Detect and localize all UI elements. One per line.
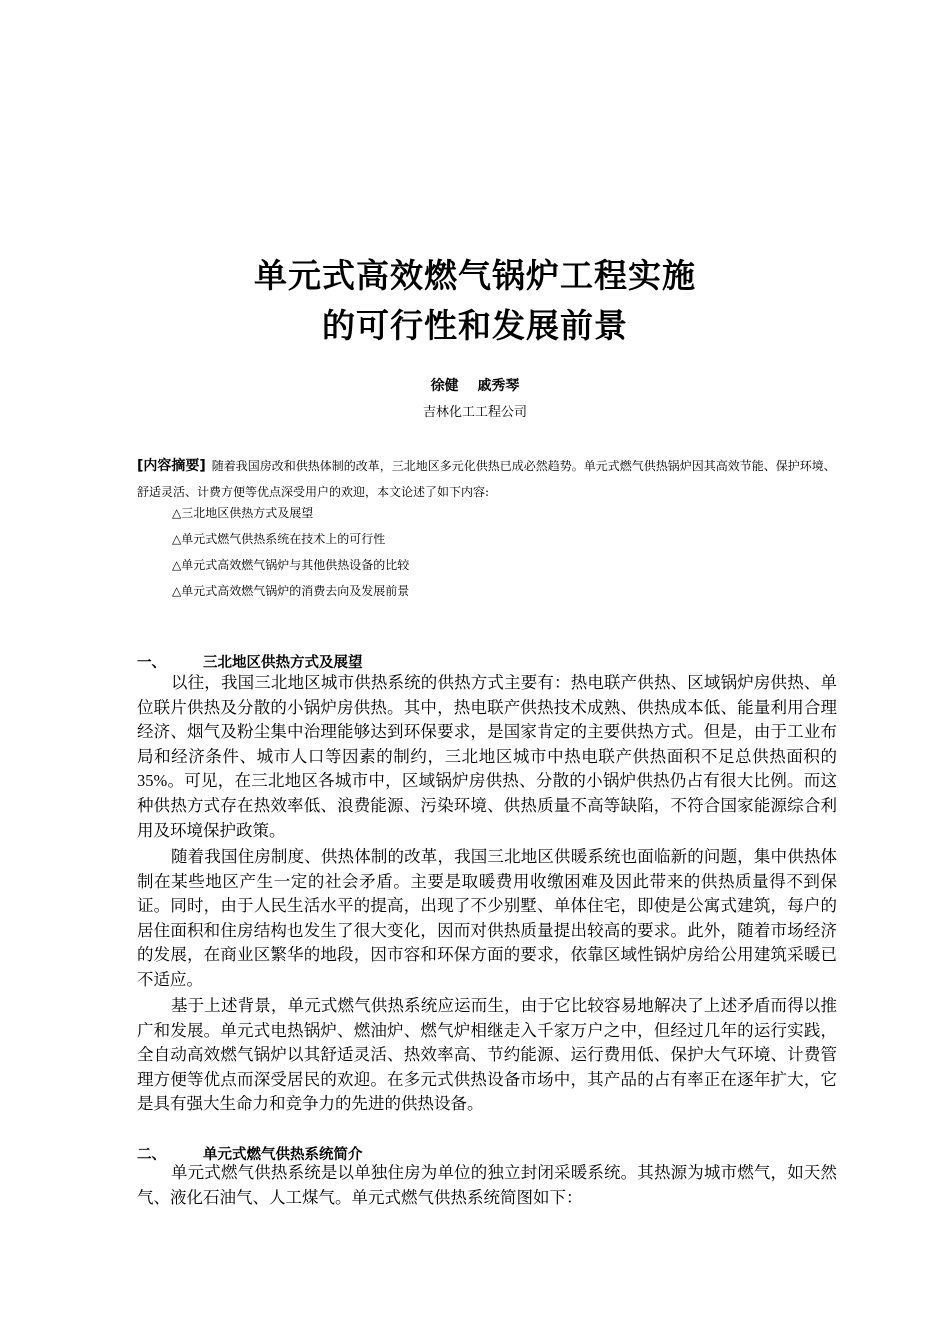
abstract-bullet: △单元式高效燃气锅炉的消费去向及发展前景 (172, 584, 410, 598)
section-1-heading (137, 651, 363, 672)
title-line-1: 单元式高效燃气锅炉工程实施 (254, 256, 696, 295)
abstract-bullet-list (172, 500, 409, 604)
abstract-label: [内容摘要] (137, 458, 206, 474)
section-1-paragraph-1: 以往，我国三北地区城市供热系统的供热方式主要有：热电联产供热、区域锅炉房供热、单位联片供热及分散的小锅炉房供热。其中，热电联产供热技术成熟、供热成本低、能量利用合理经济、烟气及粉尘集中治理能够达到环保要求，是国家肯定的主要供热方式。但是，由于工业布局和经济条件、城市人口等因素的制约，三北地区城市中热电联产供热面积不足总供热面积的35%。可见，在三北地区各城市中，区域锅炉房供热、分散的小锅炉供热仍占有很大比例。而这种供热方式存在热效率低、浪费能源、污染环境、供热质量不高等缺陷，不符合国家能源综合利用及环境保护政策。 (137, 673, 837, 840)
section-2-paragraph-1: 单元式燃气供热系统是以单独住房为单位的独立封闭采暖系统。其热源为城市燃气，如天然气、液化石油气、人工煤气。单元式燃气供热系统简图如下： (137, 1163, 837, 1207)
section-1-paragraph-3: 基于上述背景，单元式燃气供热系统应运而生，由于它比较容易地解决了上述矛盾而得以推广和发展。单元式电热锅炉、燃油炉、燃气炉相继走入千家万户之中，但经过几年的运行实践，全自动高效燃气锅炉以其舒适灵活、热效率高、节约能源、运行费用低、保护大气环境、计费管理方便等优点而深受居民的欢迎。在多元式供热设备市场中，其产品的占有率正在逐年扩大，它是具有强大生命力和竞争力的先进的供热设备。 (137, 996, 837, 1114)
section-1-paragraph-2: 随着我国住房制度、供热体制的改革，我国三北地区供暖系统也面临新的问题，集中供热体制在某些地区产生一定的社会矛盾。主要是取暖费用收缴困难及因此带来的供热质量得不到保证。同时，由于人民生活水平的提高，出现了不少别墅、单体住宅，即使是公寓式建筑，每户的居住面积和住房结构也发生了很大变化，因而对供热质量提出较高的要求。此外，随着市场经济的发展，在商业区繁华的地段，因市容和环保方面的要求，依靠区域性锅炉房给公用建筑采暖已不适应。 (137, 847, 837, 989)
abstract-bullet: △单元式燃气供热系统在技术上的可行性 (172, 532, 386, 546)
section-title: 单元式燃气供热系统简介 (203, 1147, 363, 1163)
section-number: 二、 (137, 1147, 166, 1163)
section-number: 一、 (137, 655, 166, 671)
abstract-text: 随着我国房改和供热体制的改革，三北地区多元化供热已成必然趋势。单元式燃气供热锅炉因其高效节能、保护环境、舒适灵活、计费方便等优点深受用户的欢迎，本文论述了如下内容: (137, 459, 836, 499)
section-title: 三北地区供热方式及展望 (203, 655, 363, 671)
authors (0, 375, 950, 395)
author-1: 徐健 (430, 378, 459, 394)
author-2: 戚秀琴 (477, 378, 520, 394)
title-line-2: 的可行性和发展前景 (322, 306, 628, 345)
abstract-bullet: △三北地区供热方式及展望 (172, 506, 314, 520)
abstract (137, 453, 837, 505)
abstract-bullet: △单元式高效燃气锅炉与其他供热设备的比较 (172, 558, 410, 572)
affiliation: 吉林化工工程公司 (422, 405, 527, 420)
